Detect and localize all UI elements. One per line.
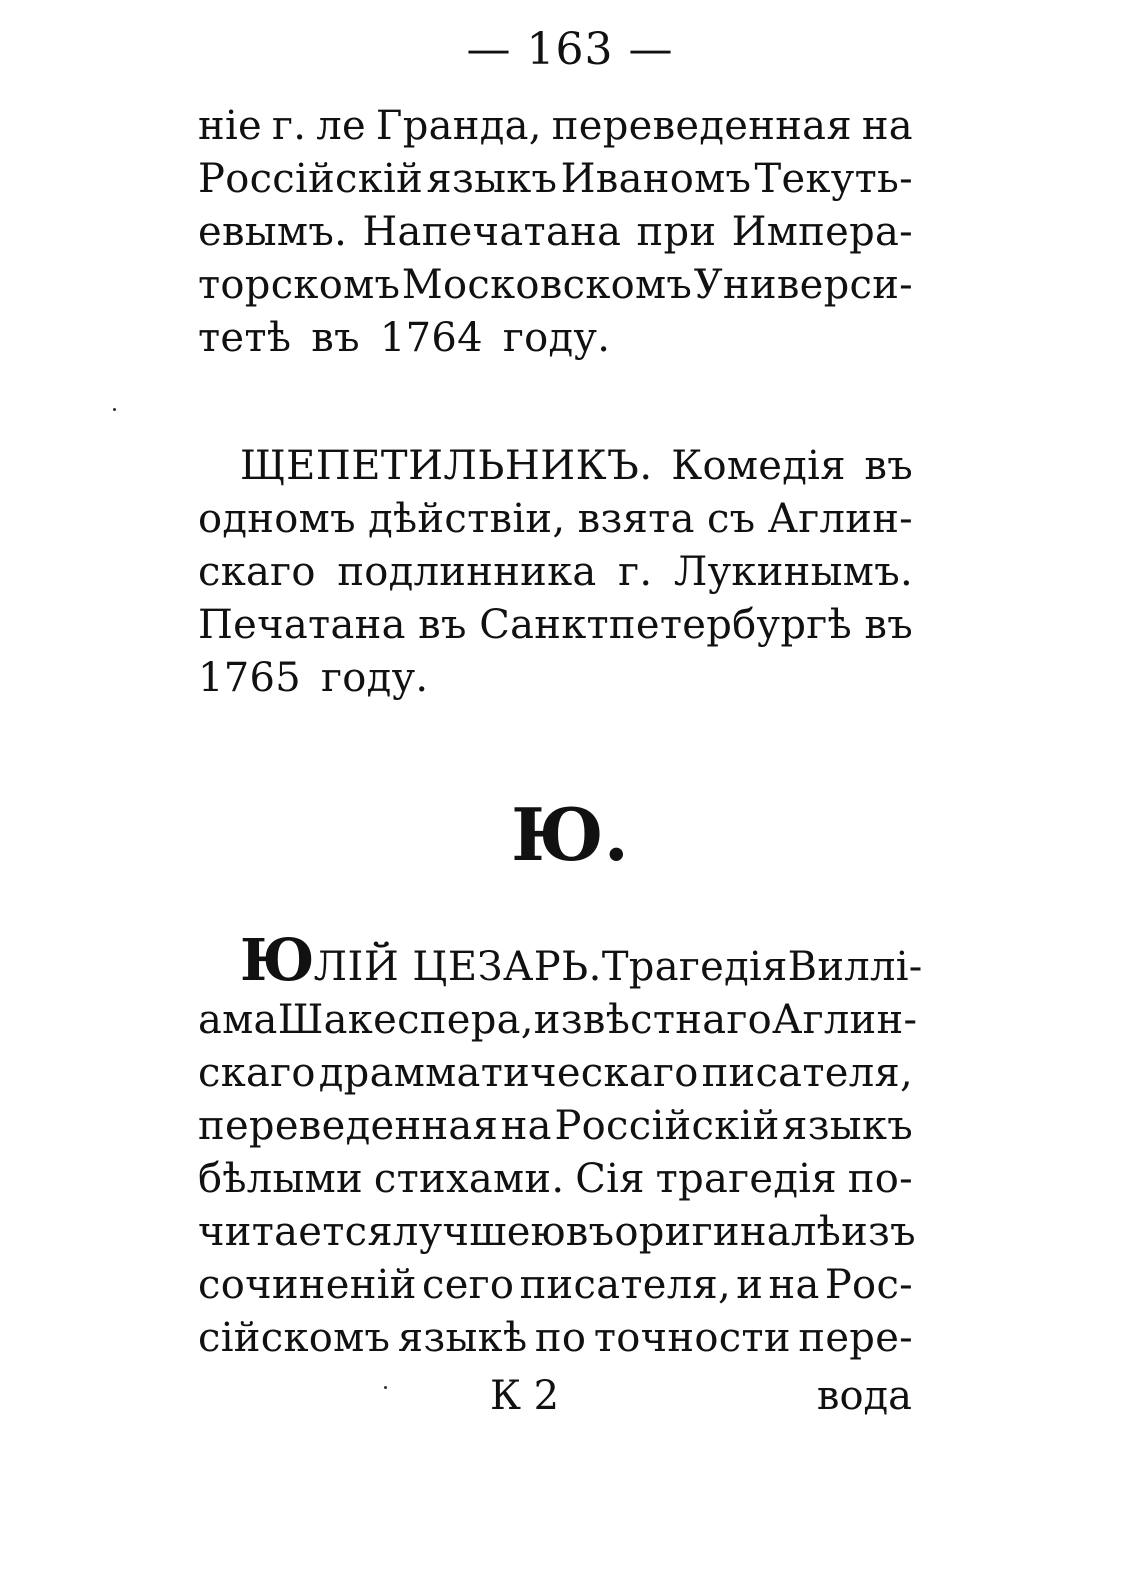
text-line: Россійскій языкъ Иваномъ Текуть- <box>198 156 913 202</box>
text-line: сочиненій сего писателя, и на Рос- <box>198 1262 913 1308</box>
text-line: Печатана въ Санктпетербургѣ въ <box>198 602 913 648</box>
text-line: евымъ. Напечатана при Импера- <box>198 209 913 255</box>
signature-mark: К 2 <box>490 1373 560 1419</box>
text-line: ніе г. ле Гранда, переведенная на <box>198 103 913 149</box>
speck <box>384 1386 387 1389</box>
text-line: ама Шакеспера, извѣстнаго Аглин- <box>198 997 918 1043</box>
text-line: ЩЕПЕТИЛЬНИКЪ. Комедія въ <box>198 440 913 493</box>
text-line: скаго драмматическаго писателя, <box>198 1050 913 1096</box>
text-line: торскомъ Московскомъ Универси- <box>198 262 913 308</box>
text-line: одномъ дѣйствіи, взята съ Аглин- <box>198 496 913 542</box>
text-line: бѣлыми стихами. Сія трагедія по- <box>198 1156 913 1202</box>
entry-continuation <box>198 100 913 365</box>
section-heading: Ю. <box>511 792 629 877</box>
text-line: читается лучшею въ оригиналѣ изъ <box>198 1209 916 1255</box>
text-line: ЮЛІЙ ЦЕЗАРЬ. Трагедія Виллі- <box>240 926 923 994</box>
text-line: 1765 году. <box>198 655 429 701</box>
text-line: скаго подлинника г. Лукинымъ. <box>198 549 913 595</box>
entry-julius-caesar <box>198 926 923 1365</box>
catchword: вода <box>816 1373 912 1419</box>
entry-title: ЩЕПЕТИЛЬНИКЪ. <box>240 443 653 489</box>
page-number: — 163 — <box>466 24 674 75</box>
text-line: сійскомъ языкѣ по точности пере- <box>198 1315 913 1361</box>
drop-initial: Ю <box>240 926 314 994</box>
entry-title: ЮЛІЙ ЦЕЗАРЬ. <box>240 926 602 994</box>
speck <box>113 408 116 411</box>
entry-shchepetilnik <box>198 440 913 705</box>
text-line: переведенная на Россійскій языкъ <box>198 1103 913 1149</box>
text-line: тетѣ въ 1764 году. <box>198 315 611 361</box>
